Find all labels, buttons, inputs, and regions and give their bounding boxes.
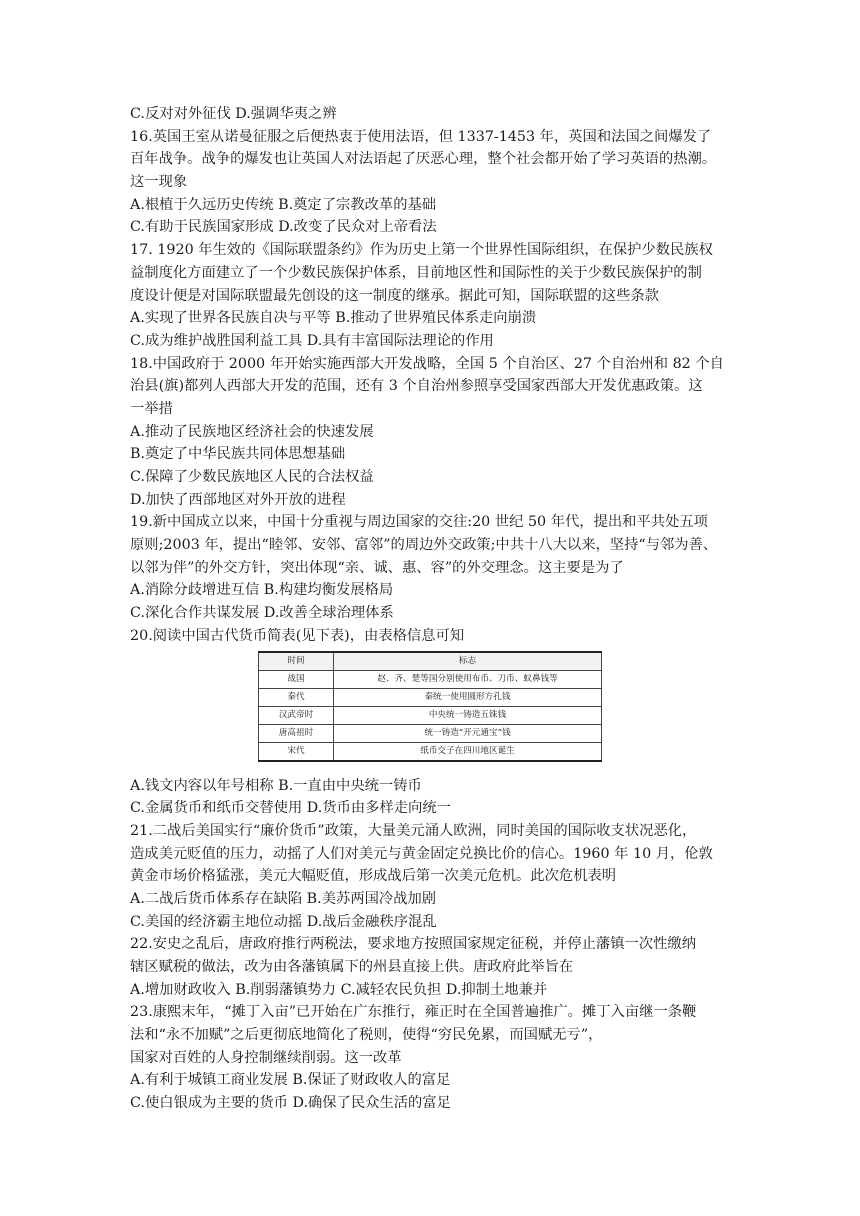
table-row <box>259 670 602 688</box>
text-line: C.反对对外征伐 D.强调华夷之辨 <box>130 106 337 122</box>
text-line: 17. 1920 年生效的《国际联盟条约》作为历史上第一个世界性国际组织，在保护少数民族权 <box>130 242 713 259</box>
text-line: 治县(旗)都列人西部大开发的范围，还有 3 个自治州参照享受国家西部大开发优惠政策。这 <box>130 378 703 395</box>
currency-table-wrapper <box>130 651 730 771</box>
table-cell-mark: 秦统一使用圆形方孔钱 <box>334 688 602 706</box>
text-line: A.推动了民族地区经济社会的快速发展 <box>130 423 374 440</box>
table-cell-period: 宋代 <box>259 742 334 761</box>
text-line: A.根植于久远历史传统 B.奠定了宗教改革的基础 <box>130 196 437 213</box>
table-cell-period: 秦代 <box>259 688 334 706</box>
table-header-row <box>259 652 602 671</box>
text-line: A.增加财政收入 B.削弱藩镇势力 C.减轻农民负担 D.抑制土地兼并 <box>130 981 548 998</box>
text-line: 22.安史之乱后，唐政府推行两税法，要求地方按照国家规定征税，并停止藩镇一次性缴纳 <box>130 936 697 953</box>
text-line: 辖区赋税的做法，改为由各藩镇属下的州县直接上供。唐政府此举旨在 <box>130 959 574 975</box>
header-mark: 标志 <box>334 652 602 671</box>
text-line: 20.阅读中国古代货币简表(见下表)，由表格信息可知 <box>130 627 465 644</box>
text-line: 法和“永不加赋”之后更彻底地简化了税则，使得“穷民免累，而国赋无亏”， <box>130 1027 603 1044</box>
text-line: 原则;2003 年，提出“睦邻、安邻、富邻”的周边外交政策;中共十八大以来，坚持“与邻为善、 <box>130 537 718 554</box>
question-text-top <box>130 103 730 648</box>
table-cell-mark: 纸币交子在四川地区诞生 <box>334 742 602 761</box>
text-line: C.深化合作共谋发展 D.改善全球治理体系 <box>130 605 394 622</box>
table-cell-mark: 赵、齐、楚等国分别使用布币、刀币、蚁鼻钱等 <box>334 670 602 688</box>
text-line: 百年战争。战争的爆发也让英国人对法语起了厌恶心理，整个社会都开始了学习英语的热潮。 <box>130 151 717 168</box>
table-row <box>259 742 602 761</box>
text-line: A.实现了世界各民族自决与平等 B.推动了世界殖民体系走向崩溃 <box>130 310 537 327</box>
text-line: 16.英国王室从诺曼征服之后便热衷于使用法语，但 1337-1453 年，英国和法国之间爆发了 <box>130 128 712 145</box>
text-line: 19.新中国成立以来，中国十分重视与周边国家的交往:20 世纪 50 年代，提出和平共处五项 <box>130 514 708 531</box>
text-line: C.保障了少数民族地区人民的合法权益 <box>130 469 374 485</box>
table-row <box>259 724 602 742</box>
text-line: 23.康熙末年，“摊丁入亩”已开始在广东推行，雍正时在全国普遍推广。摊丁入亩继一条鞭 <box>130 1004 697 1021</box>
text-line: 以邻为伴”的外交方针，突出体现“亲、诚、惠、容”的外交理念。这主要是为了 <box>130 559 624 576</box>
text-line: C.美国的经济霸主地位动摇 D.战后金融秩序混乱 <box>130 913 437 930</box>
text-line: C.使白银成为主要的货币 D.确保了民众生活的富足 <box>130 1095 451 1112</box>
table-row <box>259 688 602 706</box>
text-line: 国家对百姓的人身控制继续削弱。这一改革 <box>130 1049 402 1066</box>
text-line: B.奠定了中华民族共同体思想基础 <box>130 446 346 463</box>
table-cell-period: 战国 <box>259 670 334 688</box>
currency-table <box>258 651 602 762</box>
header-time: 时间 <box>259 652 334 671</box>
text-line: C.有助于民族国家形成 D.改变了民众对上帝看法 <box>130 219 437 236</box>
table-cell-mark: 统一铸造“开元通宝”钱 <box>334 724 602 742</box>
text-line: 益制度化方面建立了一个少数民族保护体系，目前地区性和国际性的关于少数民族保护的制 <box>130 264 702 281</box>
text-line: C.金属货币和纸币交替使用 D.货币由多样走向统一 <box>130 800 451 817</box>
text-line: A.有利于城镇工商业发展 B.保证了财政收人的富足 <box>130 1072 451 1089</box>
text-line: C.成为维护战胜国利益工具 D.具有丰富国际法理论的作用 <box>130 332 494 349</box>
exam-page <box>130 103 730 1115</box>
table-row <box>259 706 602 724</box>
text-line: 18.中国政府于 2000 年开始实施西部大开发战略，全国 5 个自治区、27 个自治州和 82 个自 <box>130 355 724 372</box>
text-line: 这一现象 <box>130 174 188 191</box>
text-line: 造成美元贬值的压力，动摇了人们对美元与黄金固定兑换比价的信心。1960 年 10 月，伦敦 <box>130 845 713 862</box>
text-line: 21.二战后美国实行“廉价货币”政策，大量美元涌人欧洲，同时美国的国际收支状况恶化， <box>130 822 697 839</box>
text-line: 黄金市场价格猛涨，美元大幅贬值，形成战后第一次美元危机。此次危机表明 <box>130 868 617 885</box>
text-line: 一举措 <box>130 400 173 417</box>
text-line: A.二战后货币体系存在缺陷 B.美苏两国冷战加剧 <box>130 890 437 907</box>
text-line: A.钱文内容以年号相称 B.一直由中央统一铸币 <box>130 777 422 794</box>
text-line: D.加快了西部地区对外开放的进程 <box>130 491 346 508</box>
text-line: 度设计便是对国际联盟最先创设的这一制度的继承。据此可知，国际联盟的这些条款 <box>130 287 659 304</box>
question-text-bottom <box>130 775 730 1115</box>
table-cell-period: 唐高祖时 <box>259 724 334 742</box>
text-line: A.消除分歧增进互信 B.构建均衡发展格局 <box>130 582 394 599</box>
table-cell-mark: 中央统一铸造五铢钱 <box>334 706 602 724</box>
table-cell-period: 汉武帝时 <box>259 706 334 724</box>
